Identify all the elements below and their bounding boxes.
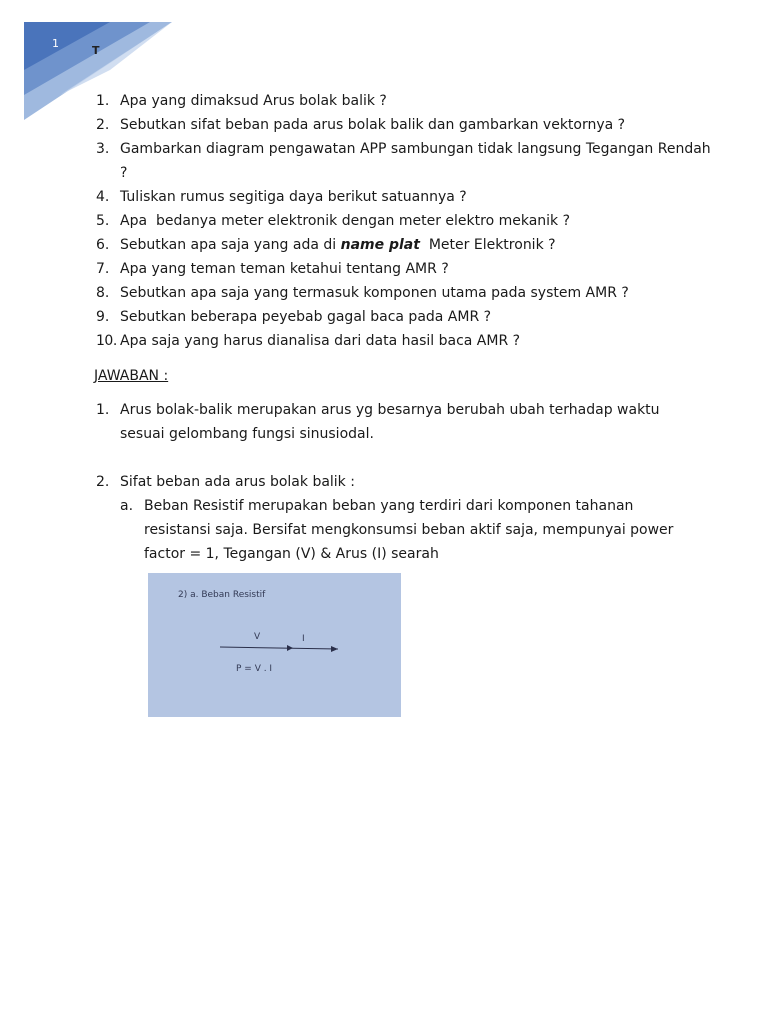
vector-diagram	[148, 573, 401, 717]
question-list	[96, 89, 716, 353]
question-number: 2.	[96, 117, 110, 133]
question-number: 7.	[96, 261, 110, 277]
question-text: Apa saja yang harus dianalisa dari data hasil baca AMR ?	[120, 333, 521, 349]
answer-text: Sifat beban ada arus bolak balik :	[120, 474, 355, 490]
question-number: 5.	[96, 213, 110, 229]
figure-title: 2) a. Beban Resistif	[178, 590, 266, 600]
answer-list	[96, 398, 696, 566]
question-number: 3.	[96, 141, 110, 157]
question-item	[96, 281, 716, 305]
question-number: 1.	[96, 93, 110, 109]
question-text: Apa bedanya meter elektronik dengan meter elektro mekanik ?	[120, 213, 571, 229]
question-number: 8.	[96, 285, 110, 301]
question-text-tail: Meter Elektronik ?	[419, 237, 556, 253]
question-item	[96, 89, 716, 113]
figure-formula: P = V . I	[236, 664, 273, 674]
question-text: Sebutkan beberapa peyebab gagal baca pada AMR ?	[120, 309, 492, 325]
label-i: I	[302, 634, 305, 644]
question-text: Tuliskan rumus segitiga daya berikut satuannya ?	[120, 189, 467, 205]
answer-number: 1.	[96, 402, 110, 418]
question-item	[96, 257, 716, 281]
question-number: 10.	[96, 333, 117, 349]
question-text: Sebutkan sifat beban pada arus bolak balik dan gambarkan vektornya ?	[120, 117, 626, 133]
answer-number: 2.	[96, 474, 110, 490]
question-text: Sebutkan apa saja yang ada di	[120, 237, 341, 253]
question-text: Apa yang dimaksud Arus bolak balik ?	[120, 93, 387, 109]
question-emphasis: name plat	[340, 237, 420, 253]
question-item	[96, 329, 716, 353]
answer-item	[96, 398, 696, 446]
question-number: 4.	[96, 189, 110, 205]
question-number: 9.	[96, 309, 110, 325]
page-number: 1	[52, 37, 59, 50]
question-text: Gambarkan diagram pengawatan APP sambungan tidak langsung Tegangan Rendah ?	[120, 141, 711, 181]
answer-sub-item	[120, 494, 696, 566]
header-letter: T	[92, 44, 100, 57]
question-item	[96, 113, 716, 137]
question-text: Sebutkan apa saja yang termasuk komponen utama pada system AMR ?	[120, 285, 629, 301]
label-v: V	[254, 632, 261, 642]
answer-text: Arus bolak-balik merupakan arus yg besarnya berubah ubah terhadap waktu sesuai gelombang fungsi sinusiodal.	[120, 402, 660, 442]
question-number: 6.	[96, 237, 110, 253]
answer-sub-text: Beban Resistif merupakan beban yang terdiri dari komponen tahanan resistansi saja. Bersifat mengkonsumsi beban aktif saja, mempunyai power factor = 1, Tegangan (V) & Arus (I) searah	[144, 498, 674, 562]
question-text: Apa yang teman teman ketahui tentang AMR ?	[120, 261, 449, 277]
answers-heading: JAWABAN :	[94, 368, 169, 384]
question-item	[96, 137, 716, 185]
question-item	[96, 233, 716, 257]
vector-arrow-head	[331, 646, 338, 652]
vector-line	[220, 647, 338, 649]
question-item	[96, 185, 716, 209]
answer-sub-letter: a.	[120, 498, 134, 514]
answer-item	[96, 470, 696, 566]
vector-diagram-photo	[148, 573, 401, 717]
question-item	[96, 209, 716, 233]
vector-arrow-mid	[287, 645, 293, 651]
question-item	[96, 305, 716, 329]
